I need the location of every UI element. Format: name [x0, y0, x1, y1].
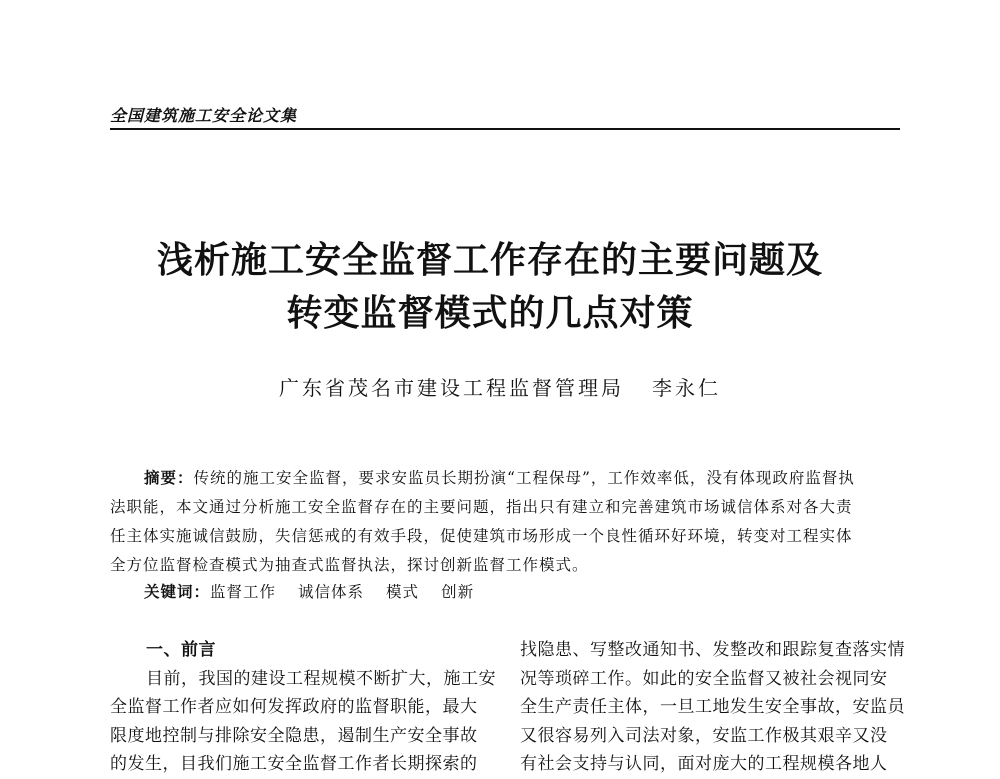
- section-heading: 一、前言: [146, 640, 216, 660]
- running-header: 全国建筑施工安全论文集: [110, 106, 298, 125]
- keyword: 模式: [386, 583, 420, 601]
- keywords-label: 关键词：: [144, 583, 211, 601]
- paragraph-line: 全生产责任主体，一旦工地发生安全事故，安监员: [520, 697, 905, 717]
- paragraph-line: 找隐患、写整改通知书、发整改和跟踪复查落实情: [520, 640, 905, 660]
- paragraph-line: 限度地控制与排除安全隐患，遏制生产安全事故: [110, 725, 478, 746]
- keyword: 创新: [441, 583, 475, 601]
- keyword: 诚信体系: [298, 583, 365, 601]
- paragraph-line: 况等琐碎工作。如此的安全监督又被社会视同安: [520, 668, 888, 689]
- body-column-right: [520, 636, 910, 779]
- paper-title-line-2: 转变监督模式的几点对策: [286, 293, 694, 334]
- abstract-label: 摘要：: [144, 469, 194, 487]
- organization: 广东省茂名市建设工程监督管理局: [279, 376, 624, 400]
- body-column-left: [110, 636, 500, 779]
- paragraph-line: 有社会支持与认同，面对庞大的工程规模各地人: [520, 754, 888, 774]
- paragraph-line: 又很容易列入司法对象，安监工作极其艰辛又没: [520, 725, 888, 746]
- abstract-line: 任主体实施诚信鼓励，失信惩戒的有效手段，促使建筑市场形成一个良性循环好环境，转变对工程实体: [110, 527, 853, 545]
- abstract: [110, 464, 900, 580]
- abstract-line: 法职能，本文通过分析施工安全监督存在的主要问题，指出只有建立和完善建筑市场诚信体系对各大责: [110, 498, 853, 516]
- keywords: [144, 580, 496, 602]
- keyword: 监督工作: [210, 583, 277, 601]
- author-name: 李永仁: [652, 376, 721, 400]
- abstract-line: 传统的施工安全监督，要求安监员长期扮演“工程保母”，工作效率低，没有体现政府监督执: [193, 469, 855, 487]
- header-rule: [110, 128, 900, 130]
- paper-title-line-1: 浅析施工安全监督工作存在的主要问题及: [156, 240, 823, 281]
- paragraph-line: 目前，我国的建设工程规模不断扩大，施工安: [146, 668, 496, 689]
- paragraph-line: 的发生，目我们施工安全监督工作者长期探索的: [110, 754, 478, 774]
- paragraph-line: 全监督工作者应如何发挥政府的监督职能，最大: [110, 697, 478, 717]
- author-affiliation: [0, 372, 1000, 401]
- abstract-line: 全方位监督检查模式为抽查式监督执法，探讨创新监督工作模式。: [110, 556, 589, 574]
